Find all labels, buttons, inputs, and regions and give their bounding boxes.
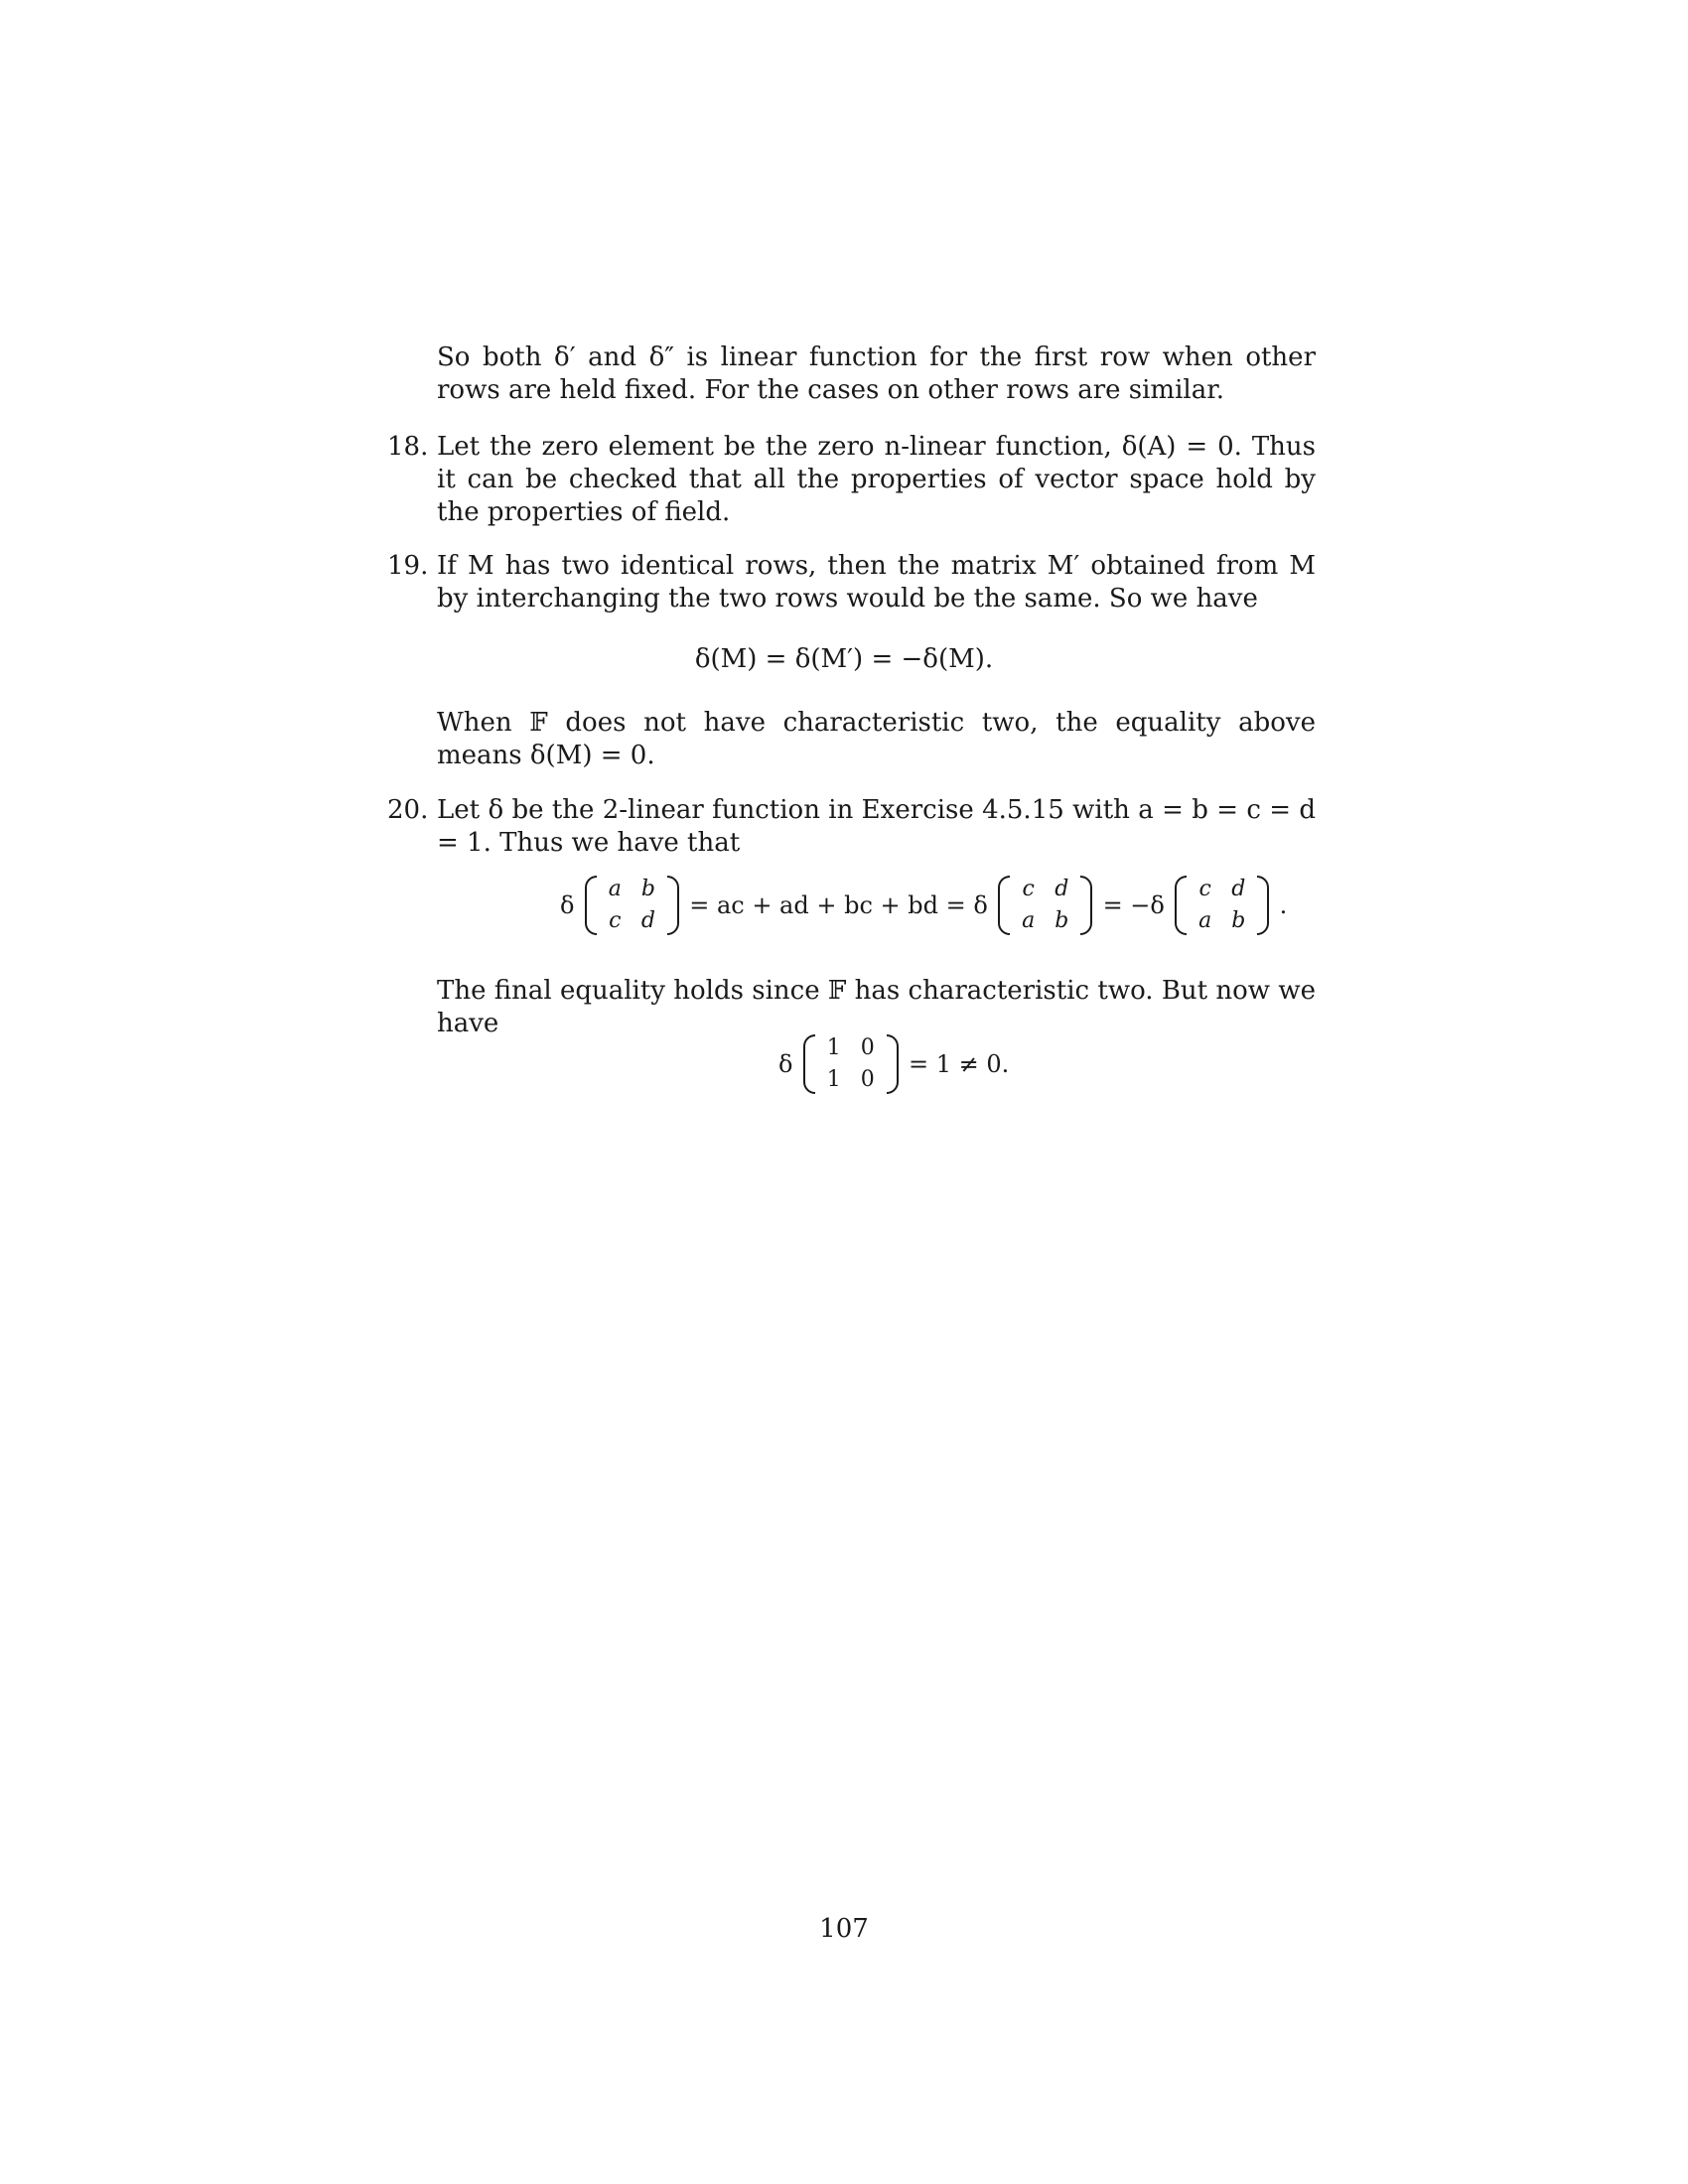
eq1-delta: δ [560,890,575,919]
eq2-rhs: = 1 ≠ 0. [908,1049,1010,1078]
eq1-m2-d: d [1055,877,1069,901]
item-number-20: 20. [387,795,429,825]
item-number-19: 19. [387,551,429,581]
item-18-text: Let the zero element be the zero n-linear function, δ(A) = 0. Thus it can be checked that all the properties of vector space hold by the properties of field. [437,432,1316,527]
item-19-equation: δ(M) = δ(M′) = −δ(M). [694,644,994,674]
eq1-m1-c: c [609,908,622,933]
eq1-m3-c: c [1198,877,1211,901]
continued-paragraph: So both δ′ and δ″ is linear function for the first row when other rows are held fixed. For the cases on other rows are similar. [437,342,1316,405]
eq2-m-22: 0 [860,1067,875,1092]
eq1-m3-d: d [1231,877,1246,901]
eq1-m2-c: c [1022,877,1035,901]
eq1-m1-a: a [608,877,622,901]
item-20-after: The final equality holds since 𝔽 has characteristic two. But now we have [437,976,1316,1038]
eq1-middle: = ac + ad + bc + bd = δ [689,890,988,919]
eq1-m1-d: d [640,908,655,933]
eq1-end: . [1279,890,1288,919]
item-20-equation-1 [560,874,1287,937]
eq2-m-11: 1 [826,1035,841,1060]
eq2-matrix [803,1032,899,1096]
eq1-matrix-3 [1175,874,1269,937]
eq1-m2-b: b [1055,908,1069,933]
eq1-m3-b: b [1231,908,1246,933]
eq2-m-21: 1 [826,1067,841,1092]
eq1-m3-a: a [1198,908,1212,933]
eq1-m2-a: a [1022,908,1036,933]
item-19-text: If M has two identical rows, then the matrix M′ obtained from M by interchanging the two rows would be the same. So we have [437,551,1316,614]
eq1-matrix-1 [585,874,679,937]
eq1-matrix-2 [998,874,1092,937]
item-20-text: Let δ be the 2-linear function in Exercise 4.5.15 with a = b = c = d = 1. Thus we have that [437,795,1316,858]
eq1-m1-b: b [640,877,655,901]
page-number: 107 [819,1914,869,1944]
eq2-delta: δ [778,1049,793,1078]
eq2-m-12: 0 [860,1035,875,1060]
item-19-conclusion: When 𝔽 does not have characteristic two, the equality above means δ(M) = 0. [437,708,1316,770]
eq1-middle-2: = −δ [1102,890,1165,919]
item-20-equation-2 [778,1032,1009,1096]
item-number-18: 18. [387,432,429,462]
